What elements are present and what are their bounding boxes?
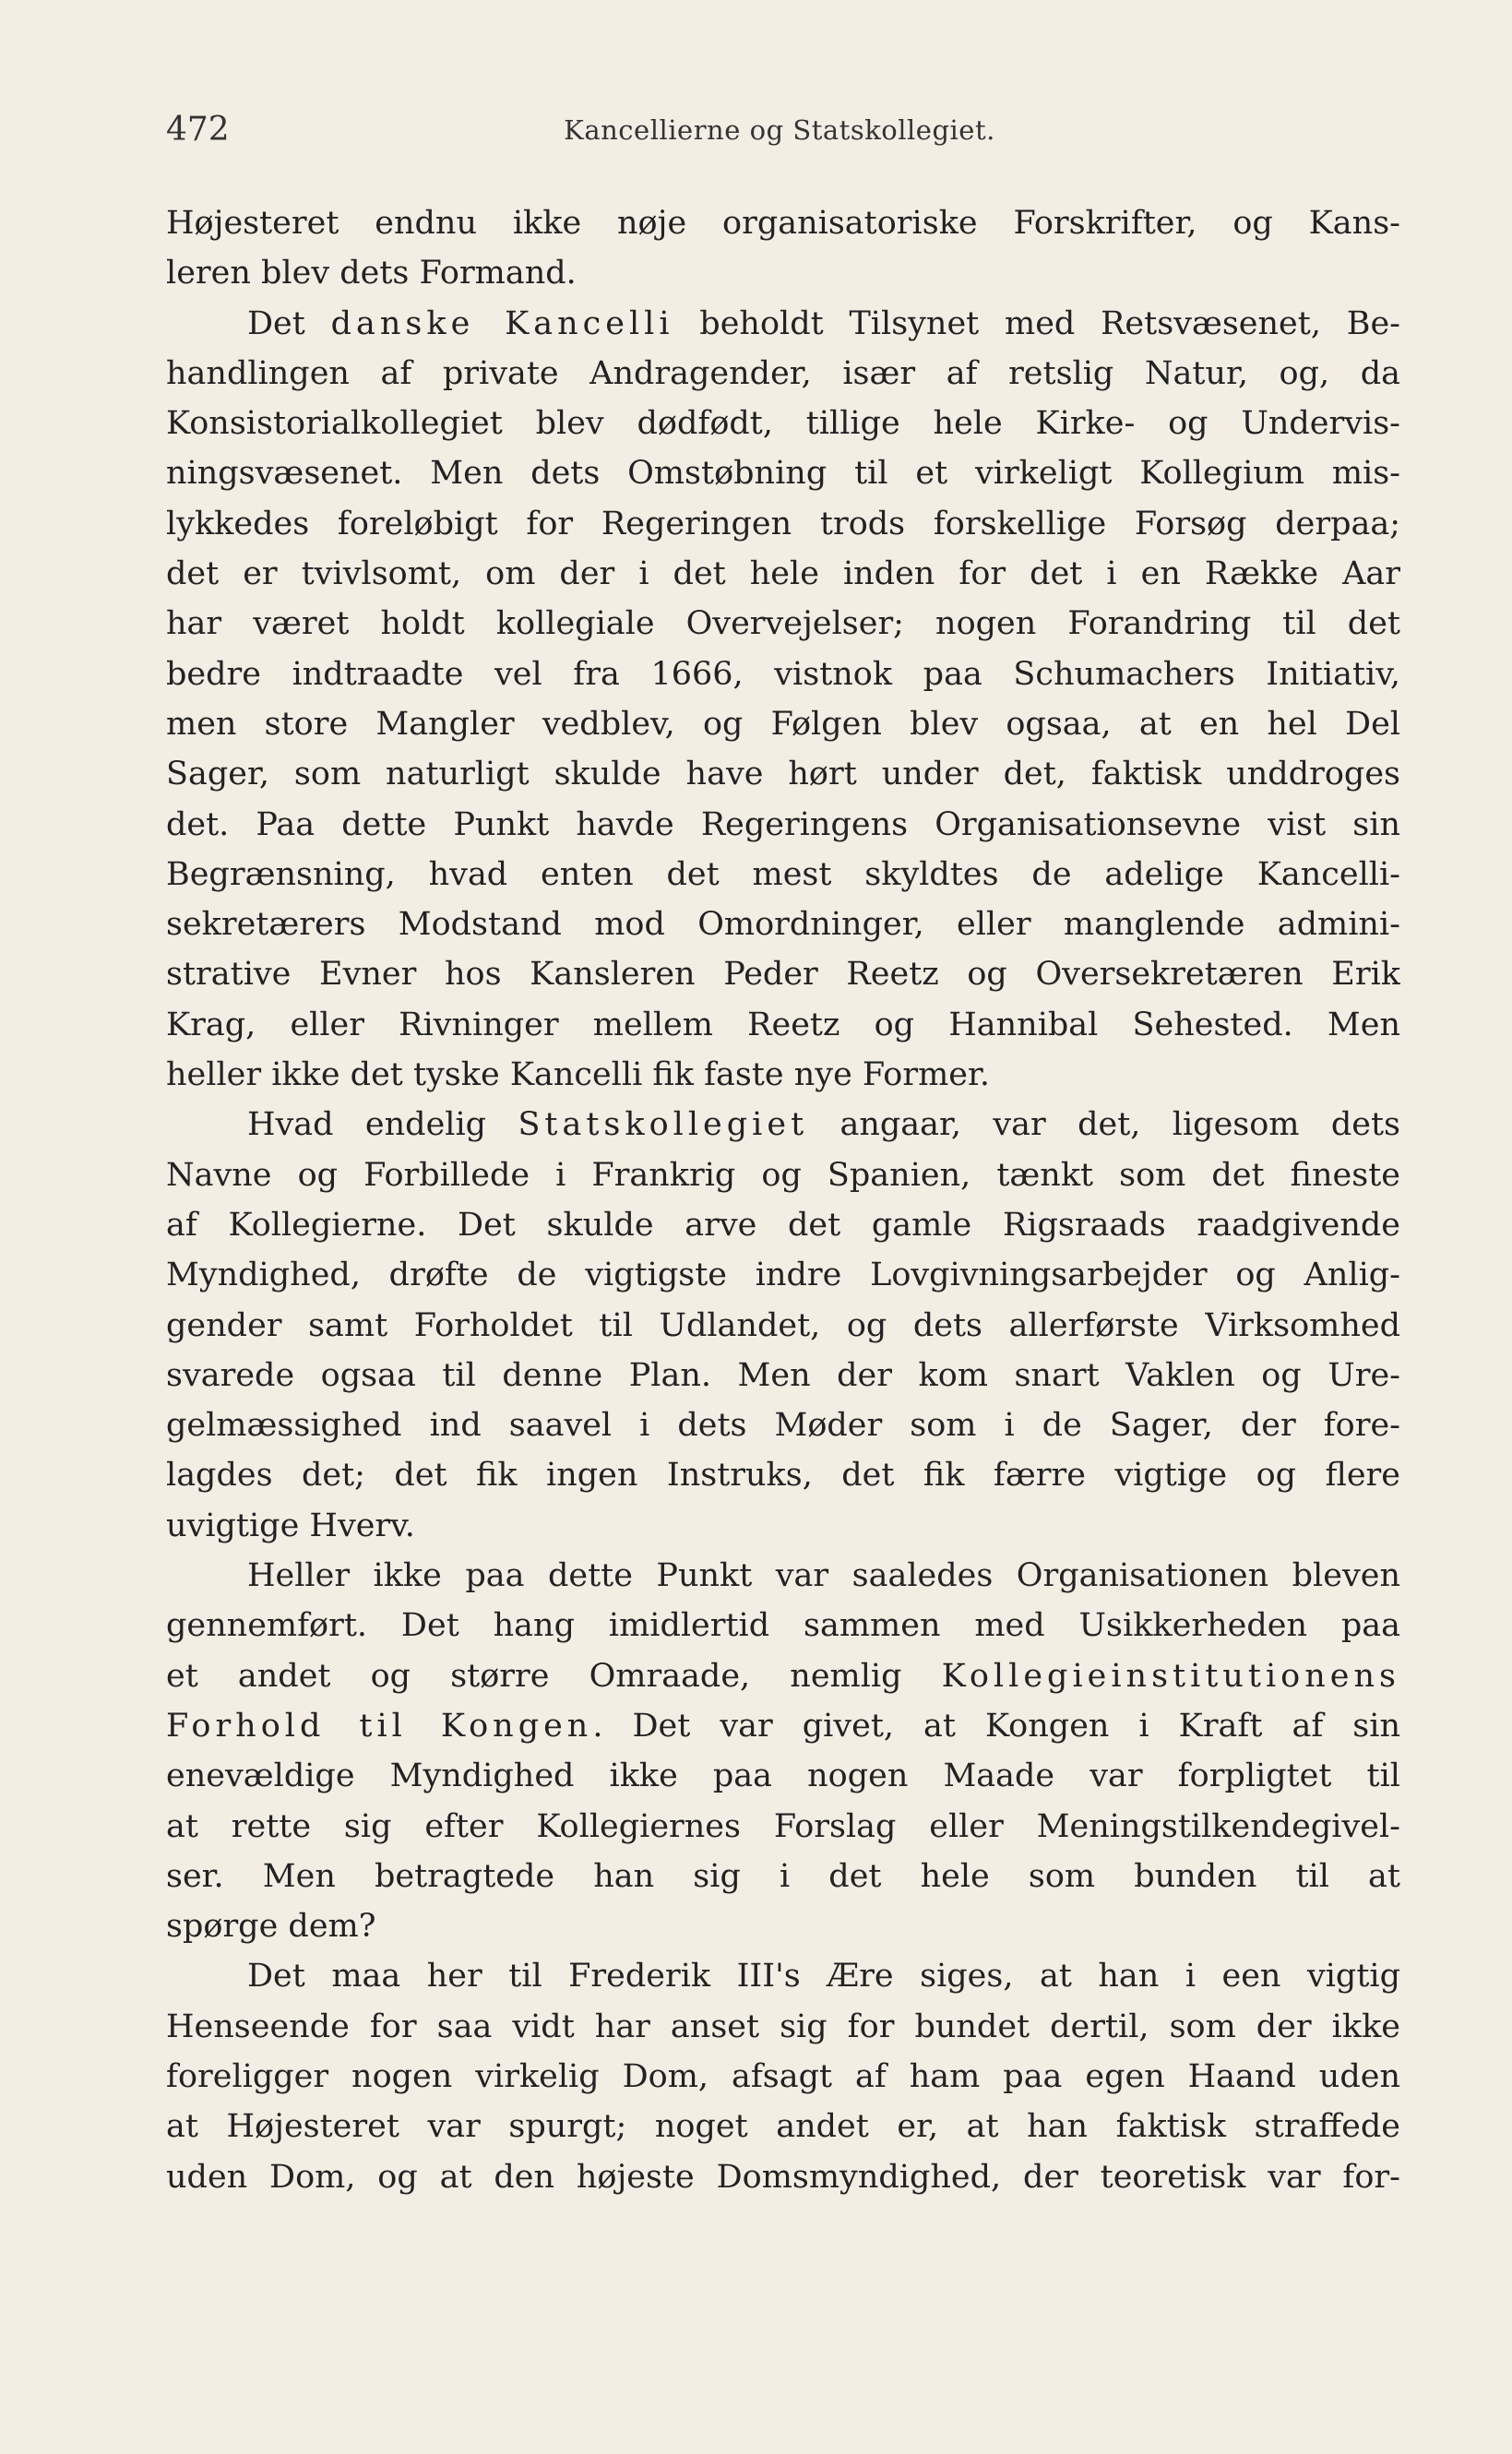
spaced-emphasis: danske Kancelli xyxy=(330,304,674,342)
text-line: Det danske Kancelli beholdt Tilsynet med Retsvæsenet, Be- xyxy=(247,304,1400,342)
text-line: men store Mangler vedblev, og Følgen blev ogsaa, at en hel Del xyxy=(166,705,1400,743)
text-line: ser. Men betragtede han sig i det hele som bunden til at xyxy=(166,1857,1400,1895)
text-line: et andet og større Omraade, nemlig Kollegieinstitutionens xyxy=(166,1657,1400,1695)
text-line: ningsvæsenet. Men dets Omstøbning til et virkeligt Kollegium mis- xyxy=(166,455,1400,493)
text-line: Myndighed, drøfte de vigtigste indre Lovgivningsarbejder og Anlig- xyxy=(166,1257,1400,1294)
page-header xyxy=(166,111,1393,157)
text-line: Heller ikke paa dette Punkt var saaledes Organisationen bleven xyxy=(247,1557,1400,1595)
text-line: lagdes det; det fik ingen Instruks, det fik færre vigtige og flere xyxy=(166,1457,1400,1495)
text-line: leren blev dets Formand. xyxy=(166,255,577,292)
spaced-emphasis: Forhold til Kongen xyxy=(166,1707,593,1745)
text-line: uden Dom, og at den højeste Domsmyndighed, der teoretisk var for- xyxy=(166,2158,1400,2196)
text-line: det. Paa dette Punkt havde Regeringens Organisationsevne vist sin xyxy=(166,805,1400,843)
text-line: gelmæssighed ind saavel i dets Møder som i de Sager, der fore- xyxy=(166,1407,1400,1445)
text-line: foreligger nogen virkelig Dom, afsagt af ham paa egen Haand uden xyxy=(166,2057,1400,2095)
text-line: af Kollegierne. Det skulde arve det gamle Rigsraads raadgivende xyxy=(166,1206,1400,1244)
text-line: svarede ogsaa til denne Plan. Men der kom snart Vaklen og Ure- xyxy=(166,1356,1400,1394)
text-line: enevældige Myndighed ikke paa nogen Maade var forpligtet til xyxy=(166,1757,1400,1795)
text-line: lykkedes foreløbigt for Regeringen trods forskellige Forsøg derpaa; xyxy=(166,505,1400,542)
text-line: Begrænsning, hvad enten det mest skyldtes de adelige Kancelli- xyxy=(166,855,1400,893)
text-line: uvigtige Hverv. xyxy=(166,1507,415,1544)
text-line: spørge dem? xyxy=(166,1908,376,1946)
running-title: Kancellierne og Statskollegiet. xyxy=(564,114,995,146)
text-line: at Højesteret var spurgt; noget andet er, at han faktisk straffede xyxy=(166,2108,1400,2146)
text-line: Det maa her til Frederik III's Ære siges, at han i een vigtig xyxy=(247,1958,1400,1995)
spaced-emphasis: Kollegieinstitutionens xyxy=(941,1657,1400,1695)
page-number: 472 xyxy=(166,111,230,149)
text-line: Forhold til Kongen. Det var givet, at Kongen i Kraft af sin xyxy=(166,1707,1400,1745)
text-line: strative Evner hos Kansleren Peder Reetz og Oversekretæren Erik xyxy=(166,956,1400,994)
text-line: det er tvivlsomt, om der i det hele inden for det i en Række Aar xyxy=(166,555,1400,593)
text-line: Konsistorialkollegiet blev dødfødt, tillige hele Kirke- og Undervis- xyxy=(166,405,1400,443)
text-line: heller ikke det tyske Kancelli fik faste nye Former. xyxy=(166,1056,990,1094)
text-line: Krag, eller Rivninger mellem Reetz og Hannibal Sehested. Men xyxy=(166,1006,1400,1043)
text-line: bedre indtraadte vel fra 1666, vistnok paa Schumachers Initiativ, xyxy=(166,655,1400,693)
text-line: Sager, som naturligt skulde have hørt under det, faktisk unddroges xyxy=(166,756,1400,793)
text-line: sekretærers Modstand mod Omordninger, eller manglende admini- xyxy=(166,906,1400,944)
text-line: gender samt Forholdet til Udlandet, og dets allerførste Virksomhed xyxy=(166,1306,1400,1344)
spaced-emphasis: Statskollegiet xyxy=(518,1106,809,1144)
text-line: har været holdt kollegiale Overvejelser; nogen Forandring til det xyxy=(166,605,1400,643)
text-line: gennemført. Det hang imidlertid sammen med Usikkerheden paa xyxy=(166,1607,1400,1645)
text-line: Henseende for saa vidt har anset sig for bundet dertil, som der ikke xyxy=(166,2007,1400,2045)
text-line: Hvad endelig Statskollegiet angaar, var det, ligesom dets xyxy=(247,1106,1400,1144)
text-line: Højesteret endnu ikke nøje organisatoriske Forskrifter, og Kans- xyxy=(166,205,1400,242)
body-text xyxy=(166,198,1400,2202)
text-line: at rette sig efter Kollegiernes Forslag eller Meningstilkendegivel- xyxy=(166,1807,1400,1845)
text-line: Navne og Forbillede i Frankrig og Spanien, tænkt som det fineste xyxy=(166,1156,1400,1194)
text-line: handlingen af private Andragender, især af retslig Natur, og, da xyxy=(166,354,1400,392)
